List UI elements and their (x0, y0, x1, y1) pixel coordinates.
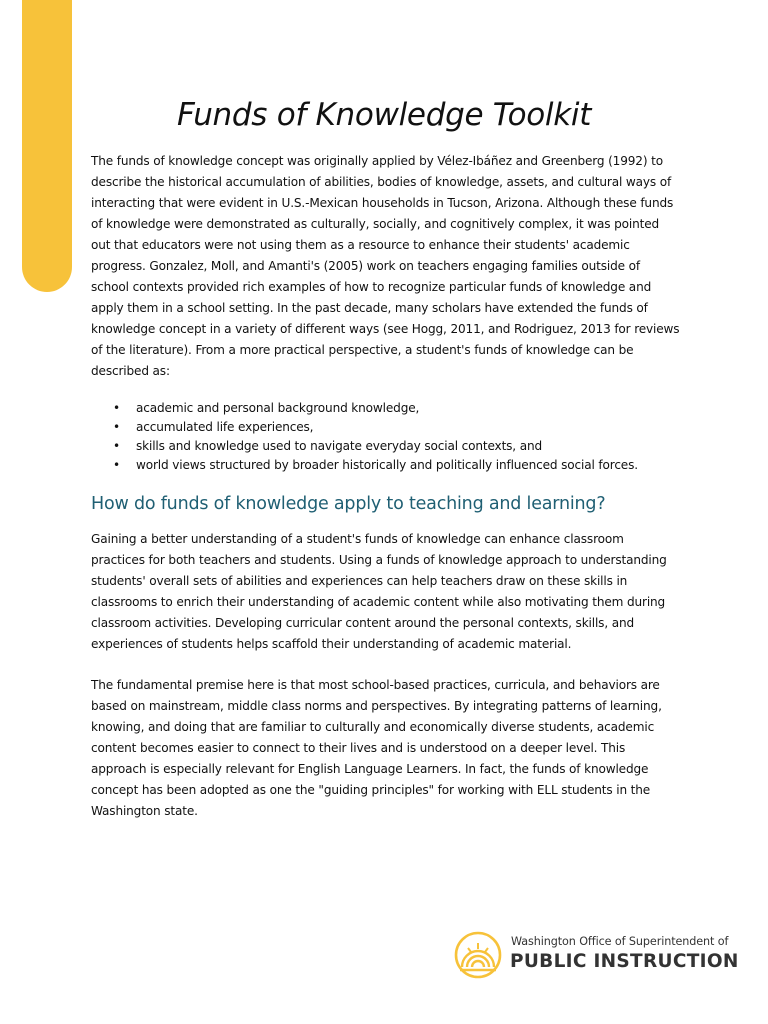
list-item (91, 437, 681, 456)
funds-list (91, 399, 681, 475)
list-item-text: academic and personal background knowledge, (136, 401, 420, 415)
page-title: Funds of Knowledge Toolkit (176, 96, 592, 133)
bullet-icon: • (113, 458, 120, 472)
list-item-text: skills and knowledge used to navigate everyday social contexts, and (136, 439, 542, 453)
body-paragraph-3: The fundamental premise here is that most school-based practices, curricula, and behaviors are based on mainstream, middle class norms and perspectives. By integrating patterns of learning, knowing, and doing that are familiar to culturally and economically diverse students, academic content becomes easier to connect to their lives and is understood on a deeper level. This approach is especially relevant for English Language Learners. In fact, the funds of knowledge concept has been adopted as one the "guiding principles" for working with ELL students in the Washington state. (91, 678, 662, 818)
list-item-text: accumulated life experiences, (136, 420, 314, 434)
sunrise-logo-icon (454, 929, 502, 981)
list-item-text: world views structured by broader historically and politically influenced social forces. (136, 458, 638, 472)
intro-paragraph: The funds of knowledge concept was originally applied by Vélez-Ibáñez and Greenberg (1992) to describe the historical accumulation of abilities, bodies of knowledge, assets, and cultural ways of interacting that were evident in U.S.-Mexican households in Tucson, Arizona. Although these funds of knowledge were demonstrated as culturally, socially, and cognitively complex, it was pointed out that educators were not using them as a resource to enhance their students' academic progress. Gonzalez, Moll, and Amanti's (2005) work on teachers engaging families outside of school contexts provided rich examples of how to recognize particular funds of knowledge and apply them in a school setting. In the past decade, many scholars have extended the funds of knowledge concept in a variety of different ways (see Hogg, 2011, and Rodriguez, 2013 for reviews of the literature). From a more practical perspective, a student's funds of knowledge can be described as: (91, 154, 680, 378)
logo-name-line: PUBLIC INSTRUCTION (510, 951, 739, 972)
logo-agency-line: Washington Office of Superintendent of (511, 935, 729, 948)
bullet-icon: • (113, 420, 120, 434)
ospi-logo (454, 929, 739, 983)
list-item (91, 399, 681, 418)
section-heading: How do funds of knowledge apply to teaching and learning? (91, 494, 606, 514)
list-item (91, 418, 681, 437)
yellow-accent-bar (22, 0, 72, 292)
bullet-icon: • (113, 439, 120, 453)
list-item (91, 456, 681, 475)
document-body (91, 151, 681, 822)
bullet-icon: • (113, 401, 120, 415)
body-paragraph-2: Gaining a better understanding of a student's funds of knowledge can enhance classroom practices for both teachers and students. Using a funds of knowledge approach to understanding students' overall sets of abilities and experiences can help teachers draw on these skills in classrooms to enrich their understanding of academic content while also motivating them during classroom activities. Developing curricular content around the personal contexts, skills, and experiences of students helps scaffold their understanding of academic material. (91, 532, 667, 651)
